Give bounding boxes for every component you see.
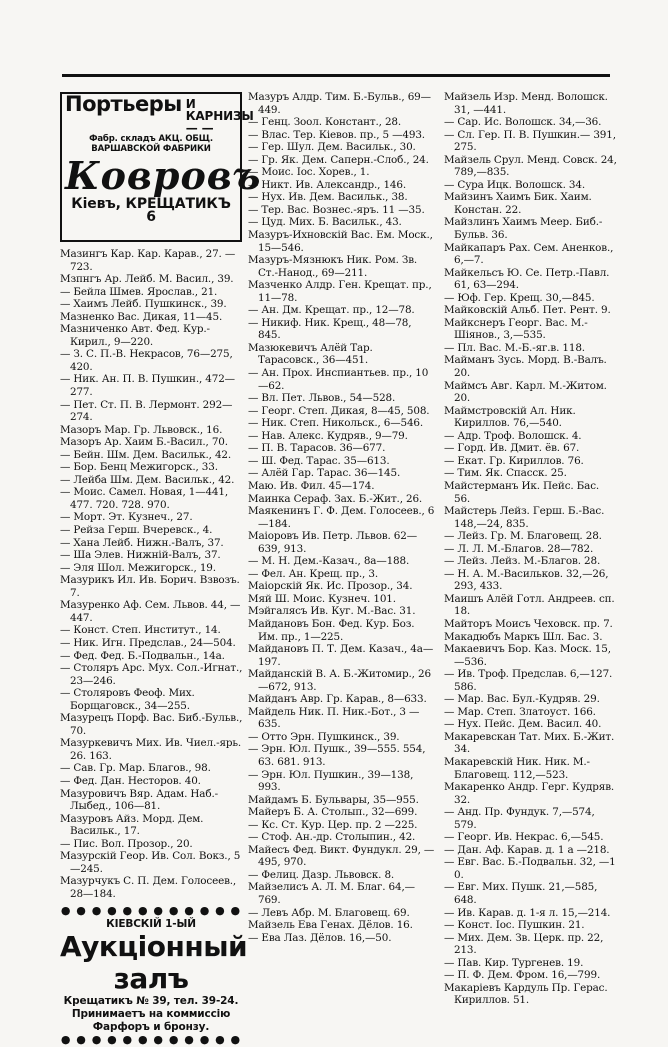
directory-entry: — Левъ Абр. М. Благовещ. 69.: [248, 906, 410, 919]
directory-entry: — Вл. Пет. Львов., 54—528.: [248, 392, 396, 405]
directory-entry: — Сар. Ис. Волошск. 34,—36.: [444, 116, 602, 129]
directory-entry: — Бор. Бенц Межигорск., 33.: [60, 461, 218, 474]
directory-entry: Мазуровичъ Вяр. Адам. Наб.-Лыбед., 106—81.: [60, 787, 218, 813]
directory-entry: Маякенинъ Г. Ф. Дем. Голосеев., 6—184.: [248, 505, 435, 530]
ad-line: КIЕВСКIЙ 1-ЫЙ: [106, 917, 196, 930]
directory-entry: — М. Н. Дем.-Казач., 8а—188.: [248, 555, 410, 568]
directory-entry: — Моис. Іос. Хорев., 1.: [248, 166, 370, 179]
directory-entry: — Мар. Вас. Бул.-Кудряв. 29.: [444, 693, 600, 706]
directory-entry: Маймсъ Авг. Карл. М.-Житом. 20.: [444, 379, 607, 405]
directory-entry: Маинка Сераф. Зах. Б.-Жит., 26.: [248, 492, 423, 505]
directory-entry: Майесъ Фед. Викт. Фундукл. 29, —495, 970.: [248, 843, 435, 869]
directory-entry: Маишъ Алёй Готл. Андреев. сп. 18.: [444, 592, 615, 618]
directory-entry: Майкельсъ Ю. Се. Петр.-Павл. 61, 63—294.: [444, 266, 610, 292]
directory-entry: — Кс. Ст. Кур. Цер. пр. 2 —225.: [248, 818, 418, 831]
directory-entry: Макаревскій Ник. Ник. М.-Благовещ. 112,—523.: [444, 755, 590, 781]
directory-entry: Маю. Ив. Фил. 45—174.: [248, 479, 375, 492]
directory-entry: — Отто Эрн. Пушкинск., 39.: [248, 730, 400, 743]
directory-entry: — Нух. Ив. Дем. Васильк., 38.: [248, 191, 408, 204]
directory-entry: Мазурскій Геор. Ив. Сол. Вокз., 5—245.: [60, 850, 241, 875]
directory-entry: — Екат. Гр. Кириллов. 76.: [444, 454, 584, 467]
directory-entry: — Евг. Вас. Б.-Подвальн. 32, —1 0.: [444, 856, 616, 881]
directory-entry: — Евг. Мих. Пушк. 21,—585, 648.: [444, 881, 598, 906]
ad-address: Кiевъ, КРЕЩАТИКЪ 6: [71, 196, 231, 225]
directory-entry: — Пл. Вас. М.-Б.-яг.в. 118.: [444, 341, 585, 354]
column-3: [444, 91, 618, 1007]
directory-entry: Майковскій Альб. Пет. Рент. 9.: [444, 304, 611, 317]
directory-entry: — Пав. Кир. Тургенев. 19.: [444, 956, 584, 969]
directory-entry: — Н. А. М.-Васильков. 32,—26, 293, 433.: [444, 567, 609, 593]
header-rule: [62, 74, 610, 77]
directory-entry: — Конст. Іос. Пушкин. 21.: [444, 919, 585, 932]
directory-entry: — Цуд. Мих. Б. Васильк., 43.: [248, 216, 402, 229]
directory-entry: Маймстровскій Ал. Ник. Кириллов. 76,—540.: [444, 404, 576, 430]
ad-subtitle: И КАРНИЗЫ — —: [185, 97, 254, 135]
directory-entry: Мазюкевичъ Алёй Тар. Тарасовск., 36—451.: [248, 341, 373, 367]
directory-entry: Майдановъ П. Т. Дем. Казач., 4а—197.: [248, 643, 434, 668]
ad-line: Фарфоръ и бронзу.: [92, 1020, 210, 1033]
directory-entry: Майстерь Лейз. Герш. Б.-Вас. 148,—24, 835.: [444, 505, 605, 530]
directory-entry: Мазурчукъ С. П. Дем. Голосеев., 28—184.: [60, 875, 237, 900]
directory-entry: — П. В. Тарасов. 36—677.: [248, 442, 386, 455]
ad-brand: Ковровъ: [65, 153, 262, 198]
ad-line: ВАРШАВСКОЙ ФАБРИКИ: [91, 144, 211, 154]
directory-entry: — Ник. Ан. П. В. Пушкин., 472—277.: [60, 373, 235, 399]
directory-entry: Майдамъ Б. Бульвары, 35—955.: [248, 793, 419, 806]
directory-entry: — П. Ф. Дем. Фром. 16,—799.: [444, 969, 601, 982]
directory-entry: Майторъ Моисъ Чеховск. пр. 7.: [444, 617, 613, 630]
directory-entry: — Адр. Троф. Волошск. 4.: [444, 429, 582, 442]
directory-entry: Майманъ Зусь. Морд. В.-Валъ. 20.: [444, 354, 607, 380]
directory-entry: Майданъ Авр. Гр. Карав., 8—633.: [248, 693, 427, 706]
directory-entry: — Нух. Пейс. Дем. Васил. 40.: [444, 718, 602, 731]
advertisement-auction: [60, 904, 248, 1046]
directory-entry: Майзелисъ А. Л. М. Благ. 64,—769.: [248, 881, 415, 906]
directory-entry: Майдановъ Бон. Фед. Кур. Боз. Им. пр., 1—225.: [248, 617, 415, 643]
directory-entry: Макарiевъ Кардуль Пр. Герас. Кириллов. 51.: [444, 981, 608, 1007]
directory-entry: — Ан. Прох. Инспиантьев. пр., 10—62.: [248, 367, 429, 392]
directory-entry: — Ник. Игн. Предслав., 24—504.: [60, 636, 236, 649]
directory-entry: — Конст. Степ. Институт., 14.: [60, 624, 221, 637]
directory-entry: Макаевичъ Бор. Каз. Моск. 15,—536.: [444, 643, 611, 668]
directory-entry: Майзинъ Хаимъ Бик. Хаим. Констан. 22.: [444, 191, 592, 216]
directory-entry: Майзель Изр. Менд. Волошск. 31, —441.: [444, 91, 608, 116]
directory-entry: Мазуръ-Мязнюкъ Ник. Ром. Зв. Ст.-Нанод., 69—211.: [248, 254, 418, 279]
directory-entry: Мазуркевичъ Мих. Ив. Чиел.-ярь. 26. 163.: [60, 737, 242, 762]
directory-entry: Мазурецъ Порф. Вас. Биб.-Бульв., 70.: [60, 712, 243, 737]
ad-dots: ● ● ● ● ● ● ● ● ● ● ● ●: [60, 904, 242, 918]
directory-entry: — Моис. Самел. Новая, 1—441, 477. 720. 728. 970.: [60, 486, 228, 511]
directory-entry: — Фелиц. Дазр. Львовск. 8.: [248, 868, 395, 881]
directory-entry: — Пис. Вол. Прозор., 20.: [60, 837, 193, 850]
directory-entry: — Мар. Степ. Златоуст. 166.: [444, 705, 596, 718]
column-2: [248, 91, 436, 944]
directory-entry: Мазуръ Алдр. Тим. Б.-Бульв., 69—449.: [248, 91, 431, 116]
directory-entry: — Хана Лейб. Нижн.-Валъ, 37.: [60, 536, 224, 549]
directory-entry: — Никт. Ив. Александр., 146.: [248, 178, 406, 191]
directory-entry: — Лейз. Лейз. М.-Благов. 28.: [444, 555, 601, 568]
directory-entry: — З. С. П.-В. Некрасов, 76—275, 420.: [60, 348, 233, 373]
column-1: [60, 92, 262, 1047]
directory-entry: — Лейба Шм. Дем. Васильк., 42.: [60, 473, 235, 486]
directory-entry: — Стоф. Ан.-др. Столыпин., 42.: [248, 831, 416, 844]
directory-entry: — Ив. Карав. д. 1-я л. 15,—214.: [444, 906, 611, 919]
directory-entry: — Морт. Эт. Кузнеч., 27.: [60, 511, 193, 524]
directory-entry: — Лейз. Гр. М. Благовещ. 28.: [444, 530, 602, 543]
directory-entry: Макадюбъ Маркъ Шл. Бас. 3.: [444, 630, 603, 643]
directory-entry: — Гер. Шул. Дем. Васильк., 30.: [248, 141, 416, 154]
directory-entry: — Ш. Фед. Тарас. 35—613.: [248, 454, 390, 467]
ad-title: Портьеры: [65, 92, 182, 116]
directory-entry: Мяй Ш. Моис. Кузнеч. 101.: [248, 592, 396, 605]
ad-dots: ● ● ● ● ● ● ● ● ● ● ● ●: [60, 1032, 242, 1046]
directory-entry: Маiорскій Як. Ис. Прозор., 34.: [248, 580, 413, 593]
directory-entry: Майзлинъ Хаимъ Меер. Биб.-Бульв. 36.: [444, 216, 603, 242]
directory-entry: — Сура Ицк. Волошск. 34.: [444, 178, 586, 191]
directory-entry: Майданскій В. А. Б.-Житомир., 26—672, 913.: [248, 668, 431, 693]
directory-entry: Майеръ Б. А. Столып., 32—699.: [248, 806, 418, 819]
directory-entry: — Влас. Тер. Кiевов. пр., 5 —493.: [248, 128, 425, 141]
directory-entry: — Бейн. Шм. Дем. Васильк., 42.: [60, 448, 232, 461]
directory-entry: Мазоръ Ар. Хаим Б.-Васил., 70.: [60, 436, 228, 449]
ad-line: Принимаетъ на коммиссiю: [71, 1007, 231, 1020]
directory-entry: Майкснеръ Георг. Вас. М.-Шiянов., 3,—535.: [444, 316, 588, 342]
directory-entry: — Ив. Троф. Предслав. 6,—127. 586.: [444, 668, 613, 693]
ad-title: Аукцiонный залъ: [60, 929, 248, 995]
directory-entry: Мазурикъ Ил. Ив. Борич. Взвозъ. 7.: [60, 574, 240, 599]
directory-entry: Мзпнгъ Ар. Лейб. М. Васил., 39.: [60, 273, 234, 286]
directory-entry: Майзель Срул. Менд. Совск. 24, 789,—835.: [444, 153, 617, 179]
directory-entry: Мэйгалясъ Ив. Куг. М.-Вас. 31.: [248, 605, 416, 618]
directory-entry: — Нав. Алекс. Кудряв., 9—79.: [248, 429, 408, 442]
directory-entry: — Эля Шол. Межигорск., 19.: [60, 561, 216, 574]
directory-entry: — Л. Л. М.-Благов. 28—782.: [444, 542, 594, 555]
directory-entry: — Георг. Ив. Некрас. 6,—545.: [444, 831, 604, 844]
directory-entry: — Горд. Ив. Дмит. ёв. 67.: [444, 442, 580, 455]
directory-entry: — Юф. Гер. Крещ. 30,—845.: [444, 291, 595, 304]
directory-entry: Мазоръ Мар. Гр. Львовск., 16.: [60, 423, 223, 436]
directory-entry: — Эрн. Юл. Пушк., 39—555. 554, 63. 681. 913.: [248, 743, 426, 768]
directory-entry: — Бейла Шмев. Ярослав., 21.: [60, 285, 218, 298]
directory-entry: — Тер. Вас. Вознес.-яръ. 11 —35.: [248, 203, 425, 216]
directory-entry: Маiоровъ Ив. Петр. Львов. 62—639, 913.: [248, 530, 417, 555]
directory-entry: Мазненко Вас. Дикая, 11—45.: [60, 310, 223, 323]
directory-entry: — Анд. Пр. Фундук. 7,—574, 579.: [444, 806, 595, 831]
directory-entry: — Фед. Дан. Несторов. 40.: [60, 774, 201, 787]
directory-entry: — Алёй Гар. Тарас. 36—145.: [248, 467, 401, 480]
directory-entry: — Георг. Степ. Дикая, 8—45, 508.: [248, 404, 430, 417]
directory-entry: Майстерманъ Ик. Пейс. Бас. 56.: [444, 479, 600, 505]
directory-entry: — Столяръ Арс. Мух. Сол.-Игнат., 23—246.: [60, 662, 243, 687]
directory-entry: — Рейза Герш. Вчеревск., 4.: [60, 524, 213, 537]
directory-entry: Мазниченко Авт. Фед. Кур.-Кирил., 9—220.: [60, 323, 210, 348]
directory-entry: Мазуръ-Ихновскій Вас. Ем. Моск., 15—546.: [248, 229, 433, 254]
ad-address: Крещатикъ № 39, тел. 39-24.: [63, 994, 239, 1007]
directory-entry: — Пет. Ст. П. В. Лермонт. 292—274.: [60, 398, 233, 424]
directory-entry: Мазченко Алдр. Ген. Крещат. пр., 11—78.: [248, 279, 432, 304]
directory-entry: Макаренко Андр. Герг. Кудряв. 32.: [444, 781, 615, 806]
directory-entry: Макаревскан Тат. Мих. Б.-Жит. 34.: [444, 730, 615, 756]
directory-entry: Мазуренко Аф. Сем. Львов. 44, —447.: [60, 599, 241, 624]
directory-entry: — Хаимъ Лейб. Пушкинск., 39.: [60, 298, 227, 311]
directory-entry: — Мих. Дем. Зв. Церк. пр. 22, 213.: [444, 931, 604, 957]
directory-entry: — Ан. Дм. Крещат. пр., 12—78.: [248, 304, 415, 317]
directory-entry: Мазингъ Кар. Кар. Карав., 27. —723.: [60, 248, 236, 273]
directory-entry: — Фел. Ан. Крещ. пр., 3.: [248, 567, 378, 580]
directory-entry: — Гр. Як. Дем. Саперн.-Слоб., 24.: [248, 153, 429, 166]
directory-entry: — Ша Элев. Нижній-Валъ, 37.: [60, 549, 221, 562]
directory-entry: — Сл. Гер. П. В. Пушкин.— 391, 275.: [444, 128, 616, 154]
directory-entry: Мазуровъ Айз. Морд. Дем. Васильк., 17.: [60, 812, 204, 838]
directory-entry: — Сав. Гр. Мар. Благов., 98.: [60, 762, 211, 775]
directory-entry: Майкапаръ Рах. Сем. Аненков., 6,—7.: [444, 241, 614, 267]
directory-entry: — Ник. Степ. Никольск., 6—546.: [248, 417, 424, 430]
directory-entry: — Фед. Фед. Б.-Подвальн., 14а.: [60, 649, 225, 662]
directory-entry: — Столяровъ Феоф. Мих. Борщаговск., 34—255.: [60, 687, 195, 712]
ad-line: Фабр. складъ АКЦ. ОБЩ.: [89, 134, 213, 144]
directory-entry: — Генц. Зоол. Констант., 28.: [248, 116, 402, 129]
directory-entry: — Ева Лаз. Дёлов. 16,—50.: [248, 931, 392, 944]
directory-entry: — Никиф. Ник. Крещ., 48—78, 845.: [248, 316, 412, 342]
directory-entry: — Эрн. Юл. Пушкин., 39—138, 993.: [248, 768, 414, 794]
advertisement-carpets: [60, 92, 262, 242]
directory-entry: Майзель Ева Генах. Дёлов. 16.: [248, 919, 413, 932]
directory-entry: — Дан. Аф. Карав. д. 1 а —218.: [444, 843, 610, 856]
directory-entry: Майдель Ник. П. Ник.-Бот., 3 —635.: [248, 705, 420, 731]
directory-entry: — Тим. Як. Спасск. 25.: [444, 467, 567, 480]
